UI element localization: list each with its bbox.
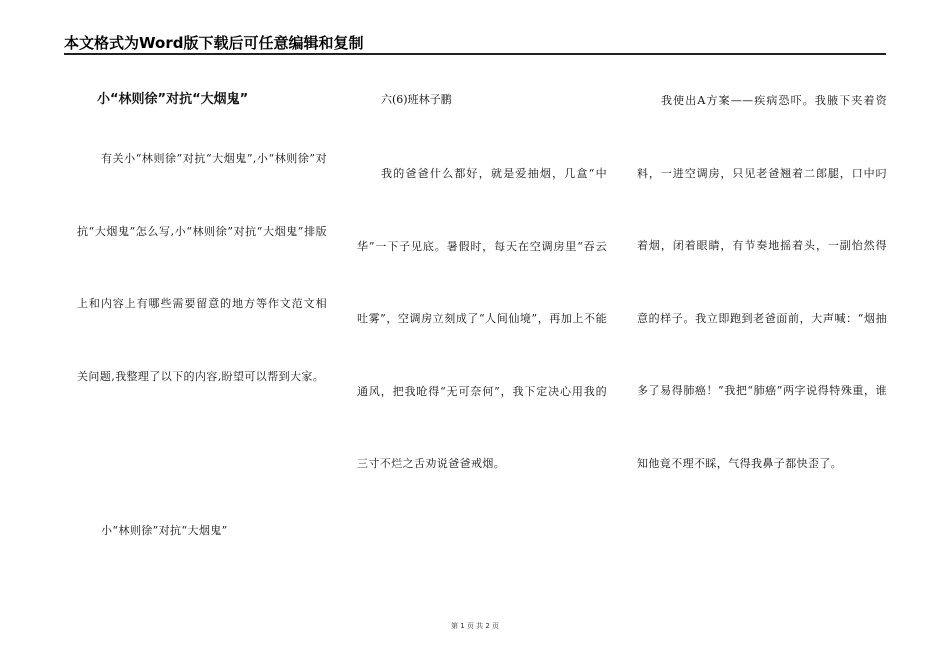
page-number: 第 1 页 共 2 页 [450, 622, 500, 630]
header-divider [64, 53, 886, 55]
story-paragraph-1: 我的爸爸什么都好，就是爱抽烟，几盒“中华”一下子见底。暑假时，每天在空调房里“吞云吐雾”，空调房立刻成了“人间仙境”，再加上不能通风，把我呛得“无可奈何”，我下定决心用我的三寸不烂之舌劝说爸爸戒烟。 [357, 167, 607, 470]
text-column-2 [357, 70, 607, 590]
document-header [64, 33, 886, 53]
author-byline: 六(6)班林子鹏 [381, 93, 452, 106]
text-column-3 [637, 70, 887, 590]
intro-paragraph: 有关小“林则徐”对抗“大烟鬼”,小“林则徐”对抗“大烟鬼”怎么写,小“林则徐”对抗“大烟鬼”排版上和内容上有哪些需要留意的地方等作文范文相关问题,我整理了以下的内容,盼望可以帮到大家。 [77, 152, 327, 383]
article-subtitle: 小“林则徐”对抗“大烟鬼” [101, 524, 228, 537]
article-title: 小“林则徐”对抗“大烟鬼” [97, 92, 249, 107]
story-paragraph-2: 我使出A方案——疾病恐吓。我腋下夹着资料，一进空调房，只见老爸翘着二郎腿，口中叼着烟，闭着眼睛，有节奏地摇着头，一副怡然得意的样子。我立即跑到老爸面前，大声喊：“烟抽多了易得肺癌！”我把“肺癌”两字说得特殊重，谁知他竟不理不睬，气得我鼻子都快歪了。 [637, 94, 887, 470]
header-text: 本文格式为Word版下载后可任意编辑和复制 [64, 34, 364, 52]
text-column-1 [77, 70, 327, 590]
